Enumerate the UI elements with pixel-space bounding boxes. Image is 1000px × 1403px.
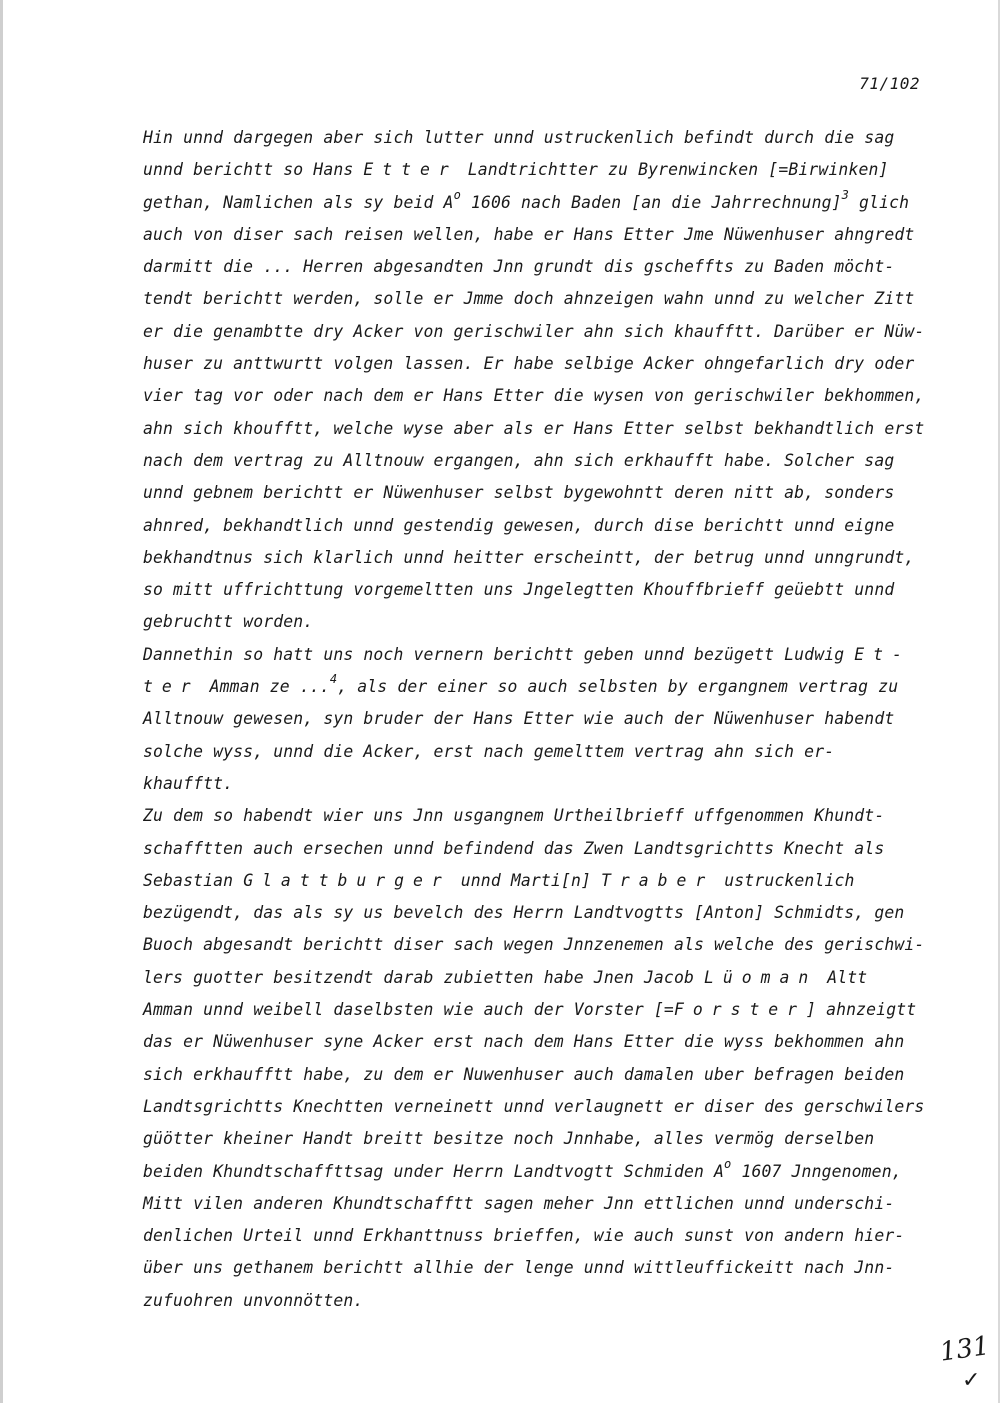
text-segment: gethan, Namlichen als sy beid A: [143, 192, 454, 212]
text-line: [143, 671, 943, 703]
text-segment: ustruckenlich: [714, 870, 855, 890]
text-segment: Altt: [817, 967, 868, 987]
text-line: vier tag vor oder nach dem er Hans Etter die wysen von gerischwiler bekhommen,: [143, 386, 925, 406]
text-line: [143, 962, 943, 994]
text-line: [143, 154, 943, 186]
text-segment: glich: [849, 192, 910, 212]
text-line: güötter kheiner Handt breitt besitze noch Jnnhabe, alles vermög derselben: [143, 1129, 875, 1149]
document-body: [143, 122, 943, 1317]
handwritten-folio-number: 131: [938, 1331, 992, 1368]
text-line: Mitt vilen anderen Khundtschafftt sagen meher Jnn ettlichen unnd underschi-: [143, 1193, 895, 1213]
text-line: Zu dem so habendt wier uns Jnn usgangnem Urtheilbrieff uffgenommen Khundt-: [143, 806, 885, 826]
spaced-name: Et-: [854, 644, 911, 664]
check-mark-icon: ✓: [962, 1368, 981, 1393]
spaced-name: Lüoman: [704, 967, 818, 987]
text-segment: unnd berichtt so Hans: [143, 160, 364, 180]
text-line: ahnred, bekhandtlich unnd gestendig gewesen, durch dise berichtt unnd eigne: [143, 515, 895, 535]
text-line: Buoch abgesandt berichtt diser sach wegen Jnnzenemen als welche des gerischwi-: [143, 935, 925, 955]
text-line: Hin unnd dargegen aber sich lutter unnd ustruckenlich befindt durch die sag: [143, 128, 895, 147]
text-line: schafftten auch ersechen unnd befindend das Zwen Landtsgrichtts Knecht als: [143, 838, 885, 858]
footnote-marker: 4: [329, 672, 338, 687]
page-number: 71/102: [859, 74, 920, 93]
text-segment: 1606 nach Baden [an die Jahrrechnung]: [460, 192, 842, 212]
text-segment: 1607 Jnngenomen,: [731, 1161, 902, 1181]
text-line: das er Nüwenhuser syne Acker erst nach dem Hans Etter die wyss bekhommen ahn: [143, 1032, 905, 1052]
spaced-name: Traber: [601, 870, 715, 890]
text-line: Alltnouw gewesen, syn bruder der Hans Etter wie auch der Nüwenhuser habendt: [143, 709, 895, 729]
spaced-name: Glattburger: [243, 870, 451, 890]
text-line: gebruchtt worden.: [143, 612, 314, 632]
text-line: über uns gethanem berichtt allhie der lenge unnd wittleuffickeitt nach Jnn-: [143, 1258, 895, 1278]
text-line: [143, 187, 943, 219]
text-line: tendt berichtt werden, solle er Jmme doch ahnzeigen wahn unnd zu welcher Zitt: [143, 289, 915, 309]
text-line: huser zu anttwurtt volgen lassen. Er habe selbige Acker ohngefarlich dry oder: [143, 354, 915, 374]
text-segment: Dannethin so hatt uns noch vernern berichtt geben unnd bezügett Ludwig: [143, 644, 855, 664]
footnote-marker: 3: [841, 187, 849, 202]
spaced-name: ter: [143, 677, 200, 697]
text-line: [143, 865, 943, 897]
scan-edge-left: [0, 0, 3, 1403]
text-line: zufuohren unvonnötten.: [143, 1290, 364, 1310]
text-line: [143, 1156, 943, 1188]
text-segment: beiden Khundtschaffttsag under Herrn Landtvogtt Schmiden A: [143, 1161, 725, 1181]
text-line: sich erkhaufftt habe, zu dem er Nuwenhuser auch damalen uber befragen beiden: [143, 1064, 905, 1084]
text-line: er die genambtte dry Acker von gerischwiler ahn sich khaufftt. Darüber er Nüw-: [143, 321, 925, 341]
text-segment: lers guotter besitzendt darab zubietten habe Jnen Jacob: [143, 967, 705, 987]
text-line: nach dem vertrag zu Alltnouw ergangen, ahn sich erkhaufft habe. Solcher sag: [143, 450, 895, 470]
text-segment: Amman unnd weibell daselbsten wie auch der Vorster [=: [143, 1000, 674, 1020]
text-segment: , als der einer so auch selbsten by ergangnem vertrag zu: [337, 677, 899, 697]
text-segment: ] ahnzeigtt: [806, 1000, 917, 1020]
spaced-name: Etter: [363, 160, 458, 180]
text-line: ahn sich khoufftt, welche wyse aber als er Hans Etter selbst bekhandtlich erst: [143, 418, 925, 438]
text-line: [143, 994, 943, 1026]
spaced-name: Forster: [673, 1000, 807, 1020]
text-line: bekhandtnus sich klarlich unnd heitter erscheintt, der betrug unnd unngrundt,: [143, 547, 915, 567]
text-segment: Sebastian: [143, 870, 244, 890]
text-line: khaufftt.: [143, 773, 234, 793]
text-segment: unnd Marti[n]: [450, 870, 602, 890]
text-line: solche wyss, unnd die Acker, erst nach gemelttem vertrag ahn sich er-: [143, 741, 835, 761]
text-line: so mitt uffrichttung vorgemeltten uns Jngelegtten Khouffbrieff geüebtt unnd: [143, 580, 895, 600]
superscript: o: [724, 1156, 732, 1171]
text-line: auch von diser sach reisen wellen, habe er Hans Etter Jme Nüwenhuser ahngredt: [143, 224, 915, 244]
text-line: unnd gebnem berichtt er Nüwenhuser selbst bygewohntt deren nitt ab, sonders: [143, 483, 895, 503]
text-line: denlichen Urteil unnd Erkhanttnuss brieffen, wie auch sunst von andern hier-: [143, 1226, 905, 1246]
text-line: darmitt die ... Herren abgesandten Jnn grundt dis gscheffts zu Baden möcht-: [143, 257, 895, 277]
text-segment: Landtrichtter zu Byrenwincken [=Birwinken]: [457, 160, 889, 180]
text-line: Landtsgrichtts Knechtten verneinett unnd verlaugnett er diser des gerschwilers: [143, 1096, 925, 1116]
text-segment: Amman ze ...: [199, 677, 330, 697]
superscript: o: [453, 187, 461, 202]
text-line: [143, 639, 943, 671]
text-line: bezügendt, das als sy us bevelch des Herrn Landtvogtts [Anton] Schmidts, gen: [143, 903, 905, 923]
